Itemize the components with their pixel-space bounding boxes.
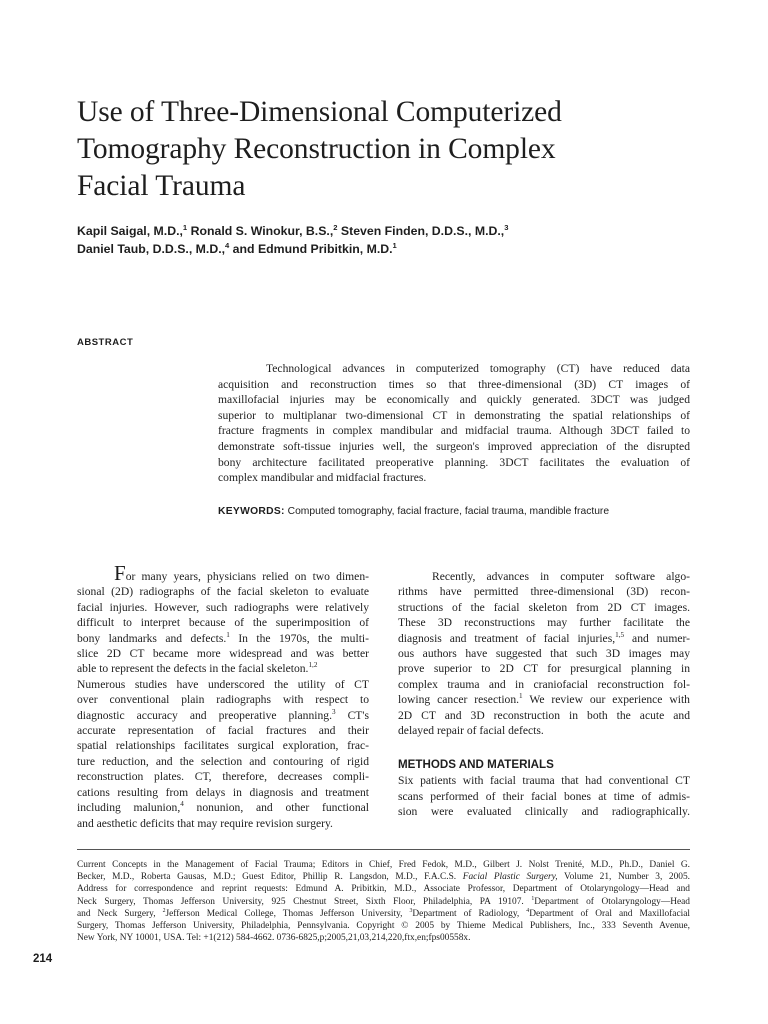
body-line: reconstruction plates. CT, therefore, decreases compli- — [77, 770, 369, 784]
title-line: Tomography Reconstruction in Complex — [77, 133, 556, 165]
body-line: ous authors have suggested that such 3D images may — [398, 647, 690, 661]
affiliation-marker: 1 — [182, 222, 188, 232]
abstract-line: bony architecture facilitated preoperative planning. 3DCT facilitates the evaluation of — [218, 455, 690, 469]
abstract-body — [218, 361, 690, 486]
footnote-line: Becker, M.D., Roberta Gausas, M.D.; Guest Editor, Phillip R. Langsdon, M.D., F.A.C.S. Facial Plastic Surgery, Volume 21, Number 3, 2005. — [77, 872, 691, 883]
body-line: complex trauma and in craniofacial reconstruction fol- — [398, 677, 690, 691]
affiliation-marker: 3 — [504, 222, 509, 232]
body-line: including malunion,$^4$ nonunion, and other functional — [77, 800, 369, 815]
body-line: sion were evaluated clinically and radiographically. — [398, 805, 690, 819]
body-line: diagnostic accuracy and preoperative planning.$^3$ CT's — [77, 707, 369, 722]
body-line: accurate representation of facial fractures and their — [77, 724, 369, 738]
keywords-label: KEYWORDS: — [218, 506, 285, 517]
body-line: delayed repair of facial defects. — [398, 724, 544, 738]
drop-cap: F — [114, 561, 126, 585]
body-line: and aesthetic deficits that may require revision surgery. — [77, 816, 333, 830]
citation-marker: 1 — [226, 630, 230, 639]
affiliation-marker: 4 — [225, 240, 230, 250]
author-list — [77, 222, 737, 258]
abstract-line: acquisition and reconstruction times so that three-dimensional (3D) CT images of — [218, 377, 690, 391]
body-left-column — [77, 561, 369, 831]
title-line: Facial Trauma — [77, 170, 246, 202]
body-line: Recently, advances in computer software algo- — [432, 570, 690, 583]
body-line: prove superior to 2D CT for presurgical planning in — [398, 662, 690, 676]
abstract-line: superior to multiplanar two-dimensional CT in demonstrating the spatial relationships of — [218, 408, 690, 422]
body-line: facial injuries. However, such radiographs were relatively — [77, 600, 369, 614]
body-line: ture reduction, and the selection and contouring of rigid — [77, 754, 369, 768]
abstract-line: complex mandibular and midfacial fractures. — [218, 471, 427, 485]
footnote-line: Address for correspondence and reprint requests: Edmund A. Pribitkin, M.D., Associate Professor, Department of Otolaryngology—Head and — [77, 884, 690, 895]
body-line: difficult to interpret because of the superimposition of — [77, 616, 369, 630]
author-name: Kapil Saigal, M.D., — [77, 224, 183, 238]
journal-name: Facial Plastic Surgery, — [462, 872, 558, 883]
body-line: Numerous studies have underscored the utility of CT — [77, 677, 369, 691]
body-line: For many years, physicians relied on two dimen- — [114, 561, 369, 585]
abstract-line: demonstrate soft-tissue injuries well, the surgeon's improved appreciation of the disrupted — [218, 439, 690, 453]
title-line: Use of Three-Dimensional Computerized — [77, 96, 562, 128]
body-line: scans performed of their facial bones at time of admis- — [398, 789, 690, 803]
abstract-line: Technological advances in computerized tomography (CT) have reduced data — [266, 362, 690, 375]
citation-marker: 4 — [180, 800, 184, 809]
keywords-text: Computed tomography, facial fracture, facial trauma, mandible fracture — [284, 506, 610, 517]
body-line: Six patients with facial trauma that had conventional CT — [398, 774, 690, 788]
affiliation-marker: 2 — [333, 222, 338, 232]
footnote-divider — [77, 849, 690, 850]
body-line: lowing cancer resection.$^1$ We review our experience with — [398, 692, 690, 707]
body-right-column — [398, 569, 690, 820]
abstract-line: maxillofacial injuries may be economically and quickly generated. 3DCT was judged — [218, 393, 690, 407]
body-line: sional (2D) radiographs of the facial skeleton to evaluate — [77, 585, 369, 599]
author-name: Steven Finden, D.D.S., M.D., — [337, 224, 505, 238]
article-title — [77, 94, 717, 205]
body-line: structions of the facial skeleton from 2D CT images. — [398, 600, 690, 614]
body-line: able to represent the defects in the facial skeleton.$^{1,2}$ — [77, 661, 318, 676]
author-name: and Edmund Pribitkin, M.D. — [229, 242, 393, 256]
author-name: Ronald S. Winokur, B.S., — [187, 224, 334, 238]
author-line — [77, 240, 737, 258]
body-line: cations resulting from delays in diagnosis and treatment — [77, 785, 369, 799]
footnote-line: Neck Surgery, Thomas Jefferson University, 925 Chestnut Street, Sixth Floor, Philadelphia, PA 19107. $^1$Department of Otolaryngology—Head — [77, 895, 690, 907]
body-line: rithms have permitted three-dimensional (3D) recon- — [398, 585, 690, 599]
body-line: over conventional plain radiographs with respect to — [77, 693, 369, 707]
keywords — [218, 506, 698, 517]
abstract-heading: ABSTRACT — [77, 337, 134, 348]
body-line: slice 2D CT became more widespread and was better — [77, 647, 369, 661]
body-line: diagnosis and treatment of facial injuries,$^{1,5}$ and numer- — [398, 630, 690, 645]
section-heading: METHODS AND MATERIALS — [398, 758, 554, 772]
footnote — [77, 859, 690, 944]
footnote-line: Current Concepts in the Management of Facial Trauma; Editors in Chief, Fred Fedok, M.D., Gilbert J. Nolst Trenité, M.D., Ph.D., Daniel G. — [77, 860, 690, 870]
abstract-line: fracture fragments in complex mandibular and midfacial trauma. Although 3DCT failed to — [218, 424, 690, 438]
citation-marker: 3 — [331, 707, 336, 716]
author-name: Daniel Taub, D.D.S., M.D., — [77, 242, 226, 256]
body-line: bony landmarks and defects.$^1$ In the 1970s, the multi- — [77, 630, 369, 645]
citation-marker: 1 — [519, 692, 523, 701]
footnote-line: Surgery, Thomas Jefferson University, Philadelphia, Pennsylvania. Copyright © 2005 by Thieme Medical Publishers, Inc., 333 Seventh Avenue, — [77, 921, 690, 932]
citation-marker: 1,5 — [615, 630, 625, 639]
body-line: These 3D reconstructions may further facilitate the — [398, 616, 690, 630]
page-number: 214 — [33, 953, 53, 965]
citation-marker: 1,2 — [308, 661, 318, 670]
footnote-line: and Neck Surgery, $^2$Jefferson Medical College, Thomas Jefferson University, $^3$Department of Radiology, $^4$Department of Oral and Maxillofacial — [77, 907, 690, 919]
footnote-line: New York, NY 10001, USA. Tel: +1(212) 584-4662. 0736-6825,p;2005,21,03,214,220,ftx,en;fps00558x. — [77, 933, 471, 944]
body-line: spatial relationships facilitates surgical exploration, frac- — [77, 739, 369, 753]
author-line — [77, 222, 737, 240]
body-line: 2D CT and 3D reconstruction in both the acute and — [398, 708, 690, 722]
affiliation-marker: 1 — [392, 240, 397, 250]
